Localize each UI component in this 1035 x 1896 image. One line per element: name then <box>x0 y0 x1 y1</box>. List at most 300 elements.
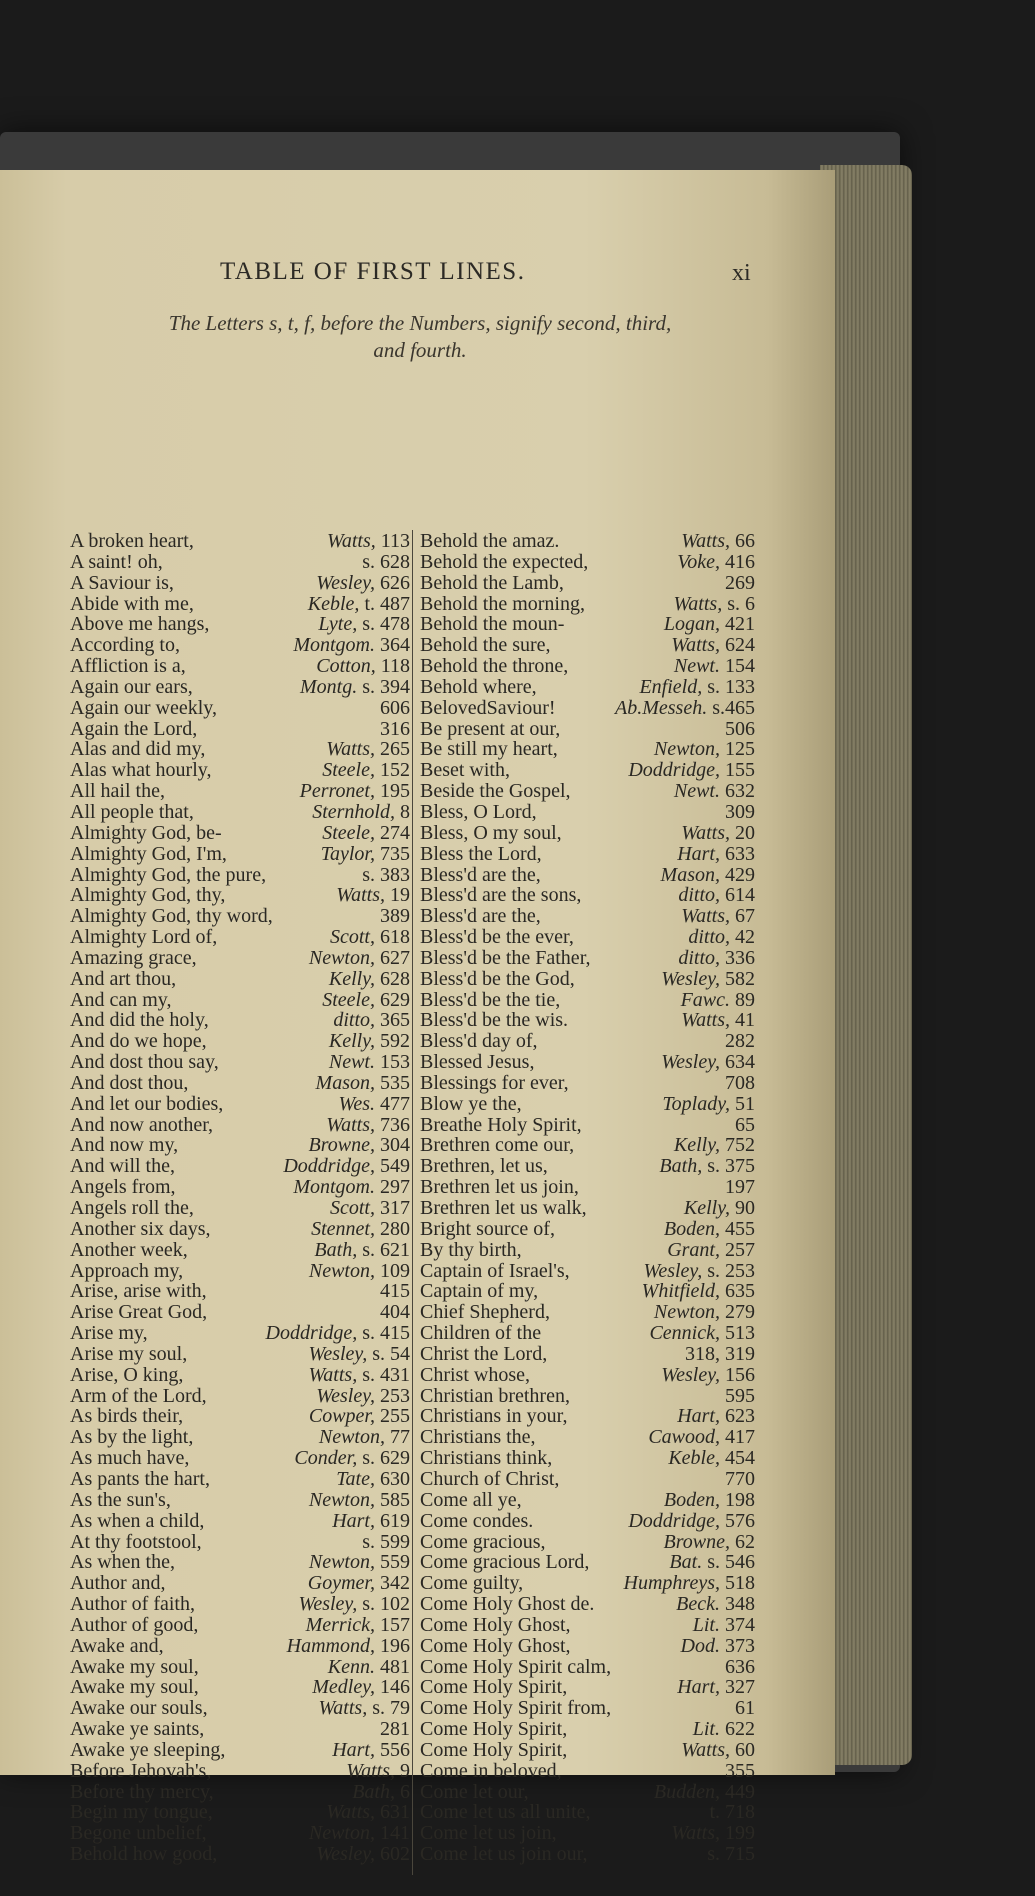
index-entry <box>70 719 410 740</box>
hymn-reference <box>352 1782 410 1803</box>
hymn-reference <box>380 1281 410 1302</box>
hymn-number: 416 <box>725 550 755 573</box>
author-name: Wesley, <box>316 571 380 594</box>
hymn-number: 336 <box>725 946 755 969</box>
author-name: Watts, <box>681 1738 735 1761</box>
index-entry <box>420 1469 755 1490</box>
first-line-text: Behold the expected, <box>420 550 589 573</box>
hymn-number: 66 <box>735 530 755 552</box>
hymn-number: 736 <box>380 1113 410 1136</box>
index-entry <box>420 1240 755 1261</box>
hymn-reference <box>336 885 410 906</box>
hymn-number: 20 <box>735 821 755 844</box>
first-line-text: Church of Christ, <box>420 1467 560 1490</box>
hymn-number: 297 <box>380 1176 410 1199</box>
hymn-number: s. 383 <box>362 863 410 886</box>
first-line-text: Come Holy Ghost, <box>420 1634 571 1657</box>
first-line-text: Again the Lord, <box>70 717 198 740</box>
hymn-reference <box>362 552 410 573</box>
index-entry <box>70 1177 410 1198</box>
first-line-text: And let our bodies, <box>70 1092 224 1115</box>
first-line-text: Almighty God, I'm, <box>70 842 227 865</box>
index-entry <box>70 739 410 760</box>
first-line-text: Blessings for ever, <box>420 1071 569 1094</box>
first-line-text: Chief Shepherd, <box>420 1301 550 1324</box>
first-line-text: As by the light, <box>70 1426 194 1449</box>
index-entry <box>420 719 755 740</box>
first-line-text: Come Holy Ghost de. <box>420 1593 595 1616</box>
hymn-number: 280 <box>380 1217 410 1240</box>
author-name: Wesley, <box>308 1342 373 1365</box>
author-name: Watts, <box>326 738 380 761</box>
first-line-text: And did the holy, <box>70 1009 209 1032</box>
hymn-reference <box>661 1365 755 1386</box>
hymn-number: 282 <box>725 1030 755 1053</box>
hymn-reference <box>316 656 410 677</box>
first-line-text: Alas what hourly, <box>70 759 212 782</box>
index-entry <box>420 1740 755 1761</box>
index-entry <box>420 594 755 615</box>
hymn-reference <box>725 1386 755 1407</box>
hymn-reference <box>327 531 410 552</box>
index-entry <box>70 1261 410 1282</box>
index-entry <box>70 865 410 886</box>
index-entry <box>70 1386 410 1407</box>
hymn-number: s. 628 <box>362 550 410 573</box>
author-name: Boden, <box>663 1488 725 1511</box>
hymn-reference <box>336 1469 410 1490</box>
hymn-reference <box>674 781 755 802</box>
hymn-number: 735 <box>380 842 410 865</box>
hymn-number: 274 <box>380 821 410 844</box>
hymn-reference <box>316 1386 410 1407</box>
hymn-reference <box>615 698 755 719</box>
author-name: Montg. <box>299 675 363 698</box>
first-line-text: Author and, <box>70 1572 166 1595</box>
hymn-number: 404 <box>380 1301 410 1324</box>
author-name: Merrick, <box>305 1613 380 1636</box>
author-name: Lyte, <box>318 613 363 636</box>
hymn-number: 629 <box>380 988 410 1011</box>
hymn-reference <box>299 1594 411 1615</box>
hymn-reference <box>309 1406 410 1427</box>
index-entry <box>420 927 755 948</box>
hymn-number: 506 <box>725 717 755 740</box>
first-line-text: Bless, O Lord, <box>420 800 537 823</box>
index-entry <box>420 1677 755 1698</box>
index-entry <box>70 760 410 781</box>
first-line-text: As birds their, <box>70 1405 184 1428</box>
hymn-number: 42 <box>735 926 755 949</box>
index-entry <box>70 1511 410 1532</box>
index-entry <box>420 906 755 927</box>
index-entry <box>70 677 410 698</box>
index-entry <box>70 927 410 948</box>
index-entry <box>70 1532 410 1553</box>
first-line-text: Behold the Lamb, <box>420 571 564 594</box>
author-name: Watts, <box>671 634 725 657</box>
hymn-number: 157 <box>380 1613 410 1636</box>
author-name: Keble, <box>307 592 365 615</box>
hymn-number: 316 <box>380 717 410 740</box>
first-line-text: Be still my heart, <box>420 738 558 761</box>
hymn-reference <box>725 1177 755 1198</box>
explanatory-note <box>70 310 770 364</box>
author-name: Cennick, <box>649 1322 725 1345</box>
index-entry <box>70 1552 410 1573</box>
hymn-reference <box>362 865 410 886</box>
first-line-text: As when the, <box>70 1551 175 1574</box>
hymn-number: 41 <box>735 1009 755 1032</box>
index-entry <box>420 1094 755 1115</box>
index-entry <box>70 1281 410 1302</box>
first-line-text: Come Holy Spirit from, <box>420 1697 612 1720</box>
hymn-reference <box>659 1156 755 1177</box>
first-line-text: Come condes. <box>420 1509 534 1532</box>
hymn-reference <box>332 1740 410 1761</box>
hymn-reference <box>333 1010 410 1031</box>
index-entry <box>70 1406 410 1427</box>
author-name: Wesley, <box>298 1593 363 1616</box>
index-entry <box>70 1052 410 1073</box>
hymn-number: 455 <box>725 1217 755 1240</box>
hymn-reference <box>661 865 755 886</box>
index-entry <box>420 656 755 677</box>
first-line-text: Angels from, <box>70 1176 176 1199</box>
author-name: Newton, <box>653 738 725 761</box>
author-name: Hammond, <box>286 1634 380 1657</box>
index-entry <box>70 1719 410 1740</box>
first-line-text: Blow ye the, <box>420 1092 522 1115</box>
hymn-number: 576 <box>725 1509 755 1532</box>
author-name: Montgom. <box>293 634 380 657</box>
hymn-number: 481 <box>380 1655 410 1678</box>
hymn-reference <box>329 1031 410 1052</box>
hymn-reference <box>664 1219 755 1240</box>
index-entry <box>70 1761 410 1782</box>
hymn-reference <box>330 1198 410 1219</box>
index-entry <box>420 760 755 781</box>
index-entry <box>70 1677 410 1698</box>
first-line-text: Beside the Gospel, <box>420 780 571 803</box>
hymn-number: 477 <box>380 1092 410 1115</box>
author-name: Toplady, <box>662 1092 735 1115</box>
index-entry <box>420 677 755 698</box>
hymn-reference <box>677 552 755 573</box>
author-name: Watts, <box>336 884 390 907</box>
author-name: Doddridge, <box>628 759 725 782</box>
page-number: xi <box>732 260 751 286</box>
index-entry <box>420 1177 755 1198</box>
hymn-reference <box>380 906 410 927</box>
hymn-number: 253 <box>380 1384 410 1407</box>
index-entry <box>70 885 410 906</box>
index-entry <box>70 1135 410 1156</box>
author-name: Ab.Messeh. <box>615 696 713 719</box>
first-line-text: Arise Great God, <box>70 1301 208 1324</box>
hymn-number: 619 <box>380 1509 410 1532</box>
index-entry <box>420 1406 755 1427</box>
hymn-reference <box>309 1135 410 1156</box>
author-name: Bath, <box>659 1155 708 1178</box>
first-line-text: And now my, <box>70 1134 179 1157</box>
first-line-text: Almighty Lord of, <box>70 926 218 949</box>
index-entry <box>70 906 410 927</box>
hymn-reference <box>314 1240 410 1261</box>
hymn-number: 582 <box>725 967 755 990</box>
index-entry <box>70 969 410 990</box>
hymn-reference <box>306 1615 410 1636</box>
hymn-number: 156 <box>725 1363 755 1386</box>
index-entry <box>70 1323 410 1344</box>
author-name: Taylor, <box>320 842 380 865</box>
hymn-number: 342 <box>380 1572 410 1595</box>
first-line-text: Begin my tongue, <box>70 1801 213 1824</box>
first-line-text: Brethren come our, <box>420 1134 575 1157</box>
first-line-text: Author of good, <box>70 1613 199 1636</box>
first-line-text: Be present at our, <box>420 717 561 740</box>
first-line-text: As much have, <box>70 1447 190 1470</box>
hymn-reference <box>380 698 410 719</box>
author-name: Watts, <box>308 1363 363 1386</box>
hymn-number: 635 <box>725 1280 755 1303</box>
index-entry <box>70 1490 410 1511</box>
hymn-number: 636 <box>725 1655 755 1678</box>
author-name: Wesley, <box>316 1384 380 1407</box>
author-name: Perronet, <box>299 780 380 803</box>
hymn-reference <box>326 739 410 760</box>
first-line-text: Behold the moun- <box>420 613 565 636</box>
hymn-reference <box>654 1302 755 1323</box>
hymn-reference <box>662 1094 755 1115</box>
author-name: Watts, <box>681 1009 735 1032</box>
hymn-reference <box>326 1115 410 1136</box>
author-name: Wesley, <box>316 1843 380 1866</box>
hymn-number: 269 <box>725 571 755 594</box>
hymn-number: 327 <box>725 1676 755 1699</box>
index-entry <box>420 1615 755 1636</box>
author-name: Watts, <box>346 1759 400 1782</box>
index-entry <box>420 1261 755 1282</box>
author-name: Cotton, <box>316 655 381 678</box>
hymn-reference <box>664 1490 755 1511</box>
hymn-number: 155 <box>725 759 755 782</box>
hymn-reference <box>380 1719 410 1740</box>
hymn-number: 630 <box>380 1467 410 1490</box>
author-name: Cowper, <box>308 1405 380 1428</box>
hymn-reference <box>309 1552 410 1573</box>
hymn-reference <box>628 760 755 781</box>
index-entry <box>420 531 755 552</box>
author-name: Newton, <box>308 1259 380 1282</box>
hymn-number: s.465 <box>712 696 755 719</box>
author-name: Kelly, <box>328 967 380 990</box>
index-entry <box>70 1365 410 1386</box>
first-line-text: Behold where, <box>420 675 537 698</box>
hymn-reference <box>322 760 410 781</box>
first-line-text: Come let us join, <box>420 1822 557 1845</box>
hymn-number: 752 <box>725 1134 755 1157</box>
right-column <box>420 531 755 1865</box>
author-name: Enfield, <box>639 675 708 698</box>
hymn-reference <box>669 1552 755 1573</box>
hymn-reference <box>709 1802 755 1823</box>
first-line-text: BelovedSaviour! <box>420 696 556 719</box>
author-name: Beck. <box>676 1593 725 1616</box>
hymn-reference <box>681 823 755 844</box>
first-line-text: Come let us all unite, <box>420 1801 591 1824</box>
hymn-reference <box>681 1740 755 1761</box>
author-name: Logan, <box>663 613 725 636</box>
index-entry <box>420 1761 755 1782</box>
hymn-number: 51 <box>735 1092 755 1115</box>
hymn-reference <box>308 594 410 615</box>
hymn-number: s. 79 <box>372 1697 410 1720</box>
hymn-reference <box>380 1302 410 1323</box>
first-line-text: And can my, <box>70 988 172 1011</box>
author-name: Wesley, <box>643 1259 708 1282</box>
index-entry <box>420 1219 755 1240</box>
index-entry <box>420 1698 755 1719</box>
hymn-number: 113 <box>380 530 410 552</box>
author-name: Watts, <box>671 1822 725 1845</box>
first-line-text: A broken heart, <box>70 530 194 552</box>
author-name: Newton, <box>308 946 380 969</box>
index-entry <box>70 531 410 552</box>
hymn-reference <box>725 1073 755 1094</box>
hymn-number: 304 <box>380 1134 410 1157</box>
first-line-text: Awake ye saints, <box>70 1718 205 1741</box>
hymn-reference <box>328 1657 410 1678</box>
hymn-reference <box>688 927 755 948</box>
author-name: Browne, <box>308 1134 380 1157</box>
hymn-number: 77 <box>390 1426 410 1449</box>
hymn-reference <box>664 1532 755 1553</box>
hymn-number: s. 133 <box>707 675 755 698</box>
hymn-reference <box>681 906 755 927</box>
index-entry <box>70 1782 410 1803</box>
author-name: Watts, <box>681 821 735 844</box>
hymn-number: 535 <box>380 1071 410 1094</box>
column-divider <box>412 530 413 1875</box>
hymn-reference <box>654 739 755 760</box>
first-line-text: Brethren let us walk, <box>420 1197 587 1219</box>
index-entry <box>70 1844 410 1865</box>
first-line-text: Behold the morning, <box>420 592 585 615</box>
hymn-reference <box>300 677 410 698</box>
hymn-reference <box>677 1406 755 1427</box>
hymn-number: 429 <box>725 863 755 886</box>
author-name: Kelly, <box>673 1134 725 1157</box>
index-entry <box>420 1782 755 1803</box>
hymn-number: 421 <box>725 613 755 636</box>
hymn-number: 355 <box>725 1759 755 1782</box>
first-line-text: Awake our souls, <box>70 1697 208 1720</box>
index-entry <box>420 1052 755 1073</box>
author-name: Cawood, <box>648 1426 725 1449</box>
index-entry <box>420 1031 755 1052</box>
index-entry <box>70 1615 410 1636</box>
hymn-number: 595 <box>725 1384 755 1407</box>
hymn-number: 622 <box>725 1718 755 1741</box>
index-entry <box>420 573 755 594</box>
hymn-number: 373 <box>725 1634 755 1657</box>
hymn-number: 631 <box>380 1801 410 1824</box>
first-line-text: Come Holy Ghost, <box>420 1613 571 1636</box>
hymn-number: 6 <box>400 1780 410 1803</box>
first-line-text: Come let us join our, <box>420 1843 588 1866</box>
index-entry <box>420 1823 755 1844</box>
hymn-number: 626 <box>380 571 410 594</box>
index-entry <box>420 1344 755 1365</box>
first-line-text: Captain of Israel's, <box>420 1259 570 1282</box>
first-line-text: Almighty God, thy, <box>70 884 226 907</box>
hymn-number: 606 <box>380 696 410 719</box>
hymn-number: 389 <box>380 905 410 928</box>
index-entry <box>420 1490 755 1511</box>
hymn-reference <box>322 990 410 1011</box>
author-name: Goymer, <box>307 1572 380 1595</box>
hymn-reference <box>693 1719 755 1740</box>
hymn-number: s. 478 <box>362 613 410 636</box>
page-header <box>0 258 835 298</box>
hymn-reference <box>330 927 410 948</box>
author-name: ditto, <box>678 884 725 907</box>
index-entry <box>420 1073 755 1094</box>
index-entry <box>70 1573 410 1594</box>
author-name: Hart, <box>677 1405 725 1428</box>
index-entry <box>70 1094 410 1115</box>
index-entry <box>420 1636 755 1657</box>
hymn-reference <box>725 802 755 823</box>
index-entry <box>70 1448 410 1469</box>
first-line-text: Come gracious, <box>420 1530 546 1553</box>
hymn-number: s. 415 <box>362 1322 410 1345</box>
first-line-text: Alas and did my, <box>70 738 206 761</box>
index-entry <box>420 948 755 969</box>
index-entry <box>70 1823 410 1844</box>
first-line-text: All people that, <box>70 800 194 823</box>
hymn-reference <box>725 1761 755 1782</box>
index-entry <box>70 948 410 969</box>
first-line-text: Bless the Lord, <box>420 842 542 865</box>
hymn-number: 317 <box>380 1197 410 1219</box>
hymn-reference <box>308 1365 410 1386</box>
first-line-text: And will the, <box>70 1155 175 1178</box>
first-line-text: And now another, <box>70 1113 214 1136</box>
index-entry <box>420 990 755 1011</box>
index-entry <box>420 698 755 719</box>
hymn-number: 364 <box>380 634 410 657</box>
author-name: Hart, <box>677 1676 725 1699</box>
hymn-number: 279 <box>725 1301 755 1324</box>
note-line-2: and fourth. <box>373 338 467 362</box>
hymn-number: 146 <box>380 1676 410 1699</box>
author-name: Scott, <box>330 1197 380 1219</box>
hymn-number: 449 <box>725 1780 755 1803</box>
author-name: Watts, <box>326 1801 380 1824</box>
first-line-text: Bless'd are the, <box>420 905 541 928</box>
hymn-number: 628 <box>380 967 410 990</box>
first-line-text: Christians think, <box>420 1447 553 1470</box>
hymn-reference <box>661 969 755 990</box>
hymn-reference <box>693 1615 755 1636</box>
note-line-1: The Letters s, t, f, before the Numbers, signify second, third, <box>168 311 672 335</box>
hymn-number: s. 253 <box>707 1259 755 1282</box>
hymn-reference <box>668 1448 755 1469</box>
hymn-number: 60 <box>735 1738 755 1761</box>
hymn-reference <box>321 844 410 865</box>
